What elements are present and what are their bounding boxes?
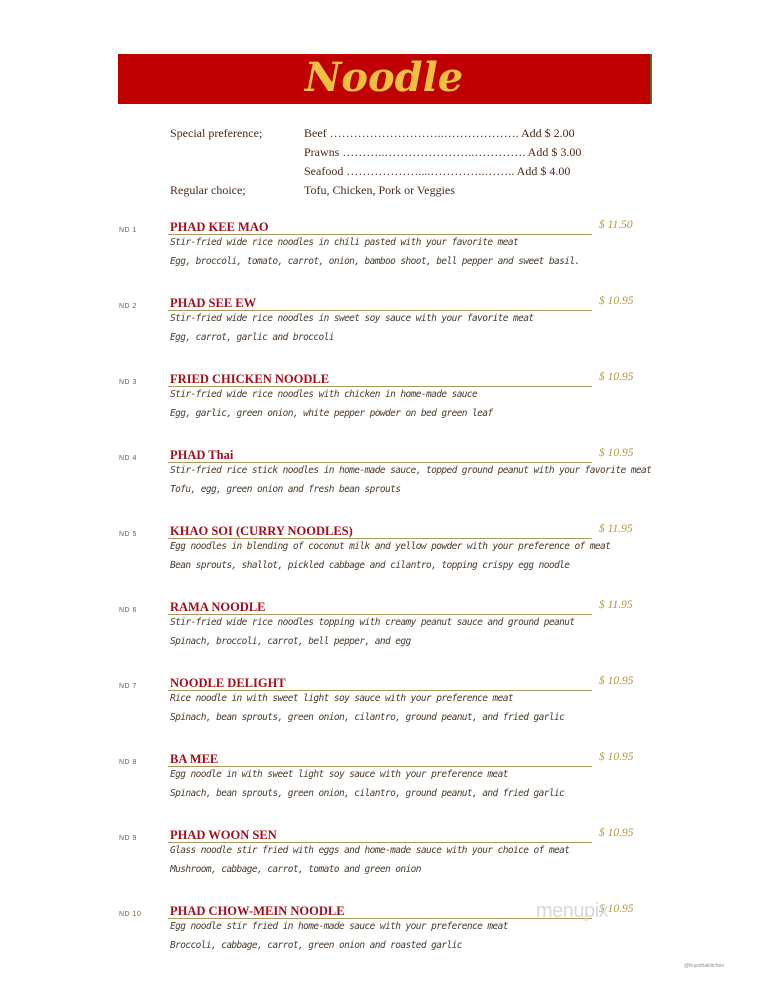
- item-code: ND 10: [119, 911, 142, 918]
- item-divider: [168, 538, 592, 539]
- item-description: Egg noodle in with sweet light soy sauce with your preference meat: [170, 769, 508, 780]
- menu-item-nd3: [0, 371, 768, 446]
- item-ingredients: Tofu, egg, green onion and fresh bean sprouts: [170, 484, 401, 495]
- regular-choice-label: Regular choice;: [170, 183, 246, 197]
- item-divider: [168, 690, 592, 691]
- item-name: PHAD WOON SEN: [170, 828, 277, 842]
- item-price: $ 10.95: [599, 295, 634, 307]
- item-name: KHAO SOI (CURRY NOODLES): [170, 524, 353, 538]
- item-description: Stir-fried wide rice noodles topping with creamy peanut sauce and ground peanut: [170, 617, 575, 628]
- item-divider: [168, 386, 592, 387]
- item-divider: [168, 462, 592, 463]
- item-code: ND 1: [119, 227, 137, 234]
- item-description: Glass noodle stir fried with eggs and home-made sauce with your choice of meat: [170, 845, 570, 856]
- item-description: Egg noodle stir fried in home-made sauce with your preference meat: [170, 921, 508, 932]
- item-name: PHAD CHOW-MEIN NOODLE: [170, 904, 345, 918]
- item-divider: [168, 842, 592, 843]
- item-description: Stir-fried wide rice noodles in chili pasted with your favorite meat: [170, 237, 519, 248]
- item-ingredients: Spinach, bean sprouts, green onion, cilantro, ground peanut, and fried garlic: [170, 788, 565, 799]
- item-name: NOODLE DELIGHT: [170, 676, 286, 690]
- menu-item-nd7: [0, 675, 768, 750]
- item-name: PHAD KEE MAO: [170, 220, 269, 234]
- preference-option-beef: Beef ………………………..………………. Add $ 2.00: [304, 126, 575, 140]
- menu-item-nd4: [0, 447, 768, 522]
- item-ingredients: Broccoli, cabbage, carrot, green onion and roasted garlic: [170, 940, 462, 951]
- item-divider: [168, 234, 592, 235]
- preference-option-seafood: Seafood ………………....…………..…….. Add $ 4.00: [304, 164, 571, 178]
- menu-item-nd10: [0, 903, 768, 978]
- item-ingredients: Spinach, bean sprouts, green onion, cilantro, ground peanut, and fried garlic: [170, 712, 565, 723]
- item-code: ND 5: [119, 531, 137, 538]
- item-code: ND 9: [119, 835, 137, 842]
- item-name: PHAD SEE EW: [170, 296, 257, 310]
- item-code: ND 6: [119, 607, 137, 614]
- item-code: ND 4: [119, 455, 137, 462]
- item-divider: [168, 614, 592, 615]
- menu-item-nd5: [0, 523, 768, 598]
- menu-item-nd8: [0, 751, 768, 826]
- item-divider: [168, 918, 592, 919]
- item-code: ND 7: [119, 683, 137, 690]
- item-price: $ 10.95: [599, 827, 634, 839]
- item-price: $ 10.95: [599, 751, 634, 763]
- item-description: Stir-fried rice stick noodles in home-made sauce, topped ground peanut with your favorite meat: [170, 465, 652, 476]
- item-name: PHAD Thai: [170, 448, 234, 462]
- item-code: ND 2: [119, 303, 137, 310]
- item-name: RAMA NOODLE: [170, 600, 266, 614]
- item-price: $ 10.95: [599, 371, 634, 383]
- footer-credit: @fruyothaikitchen: [684, 963, 725, 969]
- regular-choice-value: Tofu, Chicken, Pork or Veggies: [304, 183, 455, 197]
- item-ingredients: Egg, garlic, green onion, white pepper powder on bed green leaf: [170, 408, 493, 419]
- title-banner: [118, 54, 652, 104]
- item-price: $ 11.95: [599, 523, 633, 535]
- item-description: Stir-fried wide rice noodles in sweet soy sauce with your favorite meat: [170, 313, 534, 324]
- menu-item-nd1: [0, 219, 768, 294]
- item-ingredients: Egg, broccoli, tomato, carrot, onion, bamboo shoot, bell pepper and sweet basil.: [170, 256, 580, 267]
- menu-item-nd9: [0, 827, 768, 902]
- preference-option-prawns: Prawns ………..…………………..…………. Add $ 3.00: [304, 145, 582, 159]
- item-divider: [168, 766, 592, 767]
- page-title: Noodle: [304, 54, 464, 101]
- item-price: $ 10.95: [599, 903, 634, 915]
- item-price: $ 11.50: [599, 219, 633, 231]
- special-preference-label: Special preference;: [170, 126, 263, 140]
- item-description: Egg noodles in blending of coconut milk and yellow powder with your preference of meat: [170, 541, 611, 552]
- menu-item-nd2: [0, 295, 768, 370]
- menu-item-nd6: [0, 599, 768, 674]
- item-ingredients: Spinach, broccoli, carrot, bell pepper, and egg: [170, 636, 411, 647]
- item-ingredients: Mushroom, cabbage, carrot, tomato and green onion: [170, 864, 421, 875]
- item-ingredients: Egg, carrot, garlic and broccoli: [170, 332, 334, 343]
- item-code: ND 8: [119, 759, 137, 766]
- menupix-watermark: menupix: [536, 900, 609, 922]
- item-ingredients: Bean sprouts, shallot, pickled cabbage and cilantro, topping crispy egg noodle: [170, 560, 570, 571]
- item-price: $ 10.95: [599, 447, 634, 459]
- item-description: Stir-fried wide rice noodles with chicken in home-made sauce: [170, 389, 478, 400]
- item-name: BA MEE: [170, 752, 219, 766]
- item-price: $ 10.95: [599, 675, 634, 687]
- item-price: $ 11.95: [599, 599, 633, 611]
- item-name: FRIED CHICKEN NOODLE: [170, 372, 330, 386]
- item-code: ND 3: [119, 379, 137, 386]
- item-description: Rice noodle in with sweet light soy sauce with your preference meat: [170, 693, 514, 704]
- item-divider: [168, 310, 592, 311]
